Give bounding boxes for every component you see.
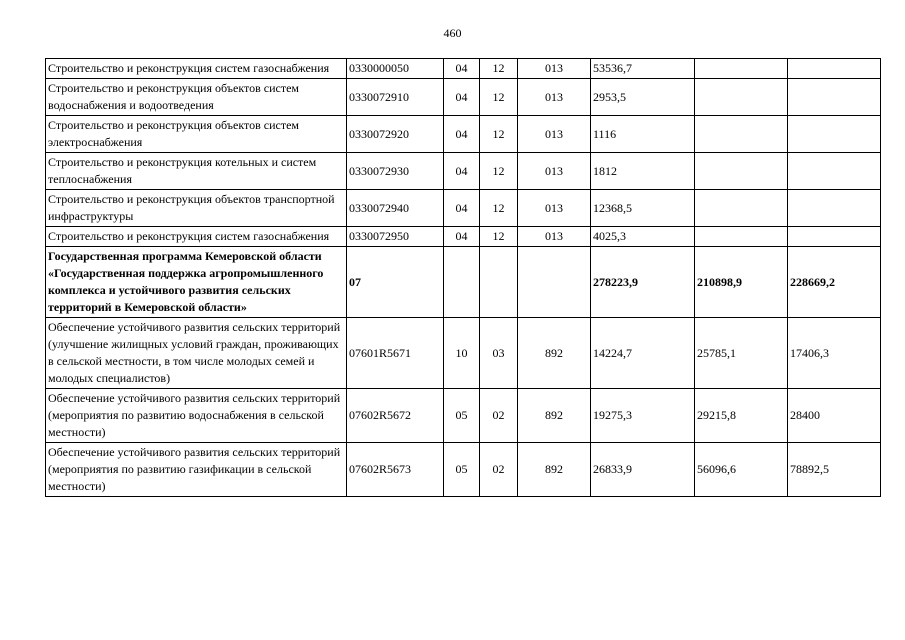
budget-table	[45, 58, 881, 497]
kvsr-cell: 892	[518, 318, 591, 389]
amount-year2-cell: 29215,8	[695, 389, 788, 443]
target-code-cell: 0330072930	[347, 153, 444, 190]
kvsr-cell: 013	[518, 116, 591, 153]
target-code-cell: 0330072920	[347, 116, 444, 153]
target-code-cell: 0330000050	[347, 59, 444, 79]
section-cell: 04	[444, 79, 480, 116]
amount-year1-cell: 53536,7	[591, 59, 695, 79]
amount-year3-cell: 78892,5	[788, 443, 881, 497]
subsection-cell: 03	[480, 318, 518, 389]
section-cell: 05	[444, 389, 480, 443]
amount-year1-cell: 12368,5	[591, 190, 695, 227]
section-cell: 04	[444, 59, 480, 79]
amount-year2-cell	[695, 227, 788, 247]
amount-year3-cell	[788, 116, 881, 153]
amount-year3-cell	[788, 153, 881, 190]
target-code-cell: 07602R5672	[347, 389, 444, 443]
amount-year3-cell: 28400	[788, 389, 881, 443]
kvsr-cell: 013	[518, 190, 591, 227]
amount-year1-cell: 1116	[591, 116, 695, 153]
amount-year1-cell: 19275,3	[591, 389, 695, 443]
target-code-cell: 0330072910	[347, 79, 444, 116]
subsection-cell: 12	[480, 227, 518, 247]
subsection-cell: 12	[480, 190, 518, 227]
kvsr-cell: 013	[518, 153, 591, 190]
subsection-cell: 12	[480, 116, 518, 153]
program-name-cell: Строительство и реконструкция объектов транспортной инфраструктуры	[46, 190, 347, 227]
amount-year2-cell	[695, 59, 788, 79]
amount-year2-cell: 25785,1	[695, 318, 788, 389]
target-code-cell: 07	[347, 247, 444, 318]
kvsr-cell: 892	[518, 443, 591, 497]
amount-year2-cell	[695, 153, 788, 190]
table-row	[46, 227, 881, 247]
target-code-cell: 07602R5673	[347, 443, 444, 497]
table-row	[46, 116, 881, 153]
amount-year1-cell: 14224,7	[591, 318, 695, 389]
page-number: 460	[443, 26, 462, 40]
section-cell: 04	[444, 116, 480, 153]
amount-year3-cell: 228669,2	[788, 247, 881, 318]
amount-year2-cell	[695, 116, 788, 153]
amount-year3-cell	[788, 59, 881, 79]
kvsr-cell: 013	[518, 59, 591, 79]
amount-year2-cell	[695, 190, 788, 227]
amount-year2-cell	[695, 79, 788, 116]
table-row	[46, 153, 881, 190]
table-row	[46, 247, 881, 318]
kvsr-cell: 013	[518, 79, 591, 116]
target-code-cell: 0330072940	[347, 190, 444, 227]
section-cell: 04	[444, 227, 480, 247]
amount-year1-cell: 2953,5	[591, 79, 695, 116]
amount-year3-cell	[788, 79, 881, 116]
program-name-cell: Обеспечение устойчивого развития сельских территорий (мероприятия по развитию водоснабжения в сельской местности)	[46, 389, 347, 443]
section-cell: 04	[444, 153, 480, 190]
target-code-cell: 07601R5671	[347, 318, 444, 389]
table-body	[46, 59, 881, 497]
kvsr-cell	[518, 247, 591, 318]
amount-year1-cell: 4025,3	[591, 227, 695, 247]
program-name-cell: Обеспечение устойчивого развития сельских территорий (мероприятия по развитию газификации в сельской местности)	[46, 443, 347, 497]
program-name-cell: Строительство и реконструкция систем газоснабжения	[46, 59, 347, 79]
subsection-cell: 12	[480, 79, 518, 116]
program-name-cell: Строительство и реконструкция объектов систем водоснабжения и водоотведения	[46, 79, 347, 116]
program-name-cell: Строительство и реконструкция систем газоснабжения	[46, 227, 347, 247]
amount-year1-cell: 26833,9	[591, 443, 695, 497]
table-row	[46, 79, 881, 116]
table-row	[46, 389, 881, 443]
section-cell	[444, 247, 480, 318]
amount-year3-cell	[788, 227, 881, 247]
section-cell: 04	[444, 190, 480, 227]
program-name-cell: Обеспечение устойчивого развития сельских территорий (улучшение жилищных условий граждан, проживающих в сельской местности, в том числе молодых семей и молодых специалистов)	[46, 318, 347, 389]
program-name-cell: Строительство и реконструкция котельных и систем теплоснабжения	[46, 153, 347, 190]
subsection-cell: 02	[480, 443, 518, 497]
subsection-cell: 12	[480, 153, 518, 190]
program-name-cell: Государственная программа Кемеровской области «Государственная поддержка агропромышленного комплекса и устойчивого развития сельских территорий в Кемеровской области»	[46, 247, 347, 318]
subsection-cell: 12	[480, 59, 518, 79]
program-name-cell: Строительство и реконструкция объектов систем электроснабжения	[46, 116, 347, 153]
table-row	[46, 190, 881, 227]
section-cell: 05	[444, 443, 480, 497]
amount-year2-cell: 56096,6	[695, 443, 788, 497]
amount-year1-cell: 278223,9	[591, 247, 695, 318]
subsection-cell: 02	[480, 389, 518, 443]
target-code-cell: 0330072950	[347, 227, 444, 247]
kvsr-cell: 892	[518, 389, 591, 443]
section-cell: 10	[444, 318, 480, 389]
amount-year2-cell: 210898,9	[695, 247, 788, 318]
table-row	[46, 59, 881, 79]
kvsr-cell: 013	[518, 227, 591, 247]
amount-year3-cell	[788, 190, 881, 227]
subsection-cell	[480, 247, 518, 318]
amount-year3-cell: 17406,3	[788, 318, 881, 389]
amount-year1-cell: 1812	[591, 153, 695, 190]
table-row	[46, 443, 881, 497]
table-row	[46, 318, 881, 389]
